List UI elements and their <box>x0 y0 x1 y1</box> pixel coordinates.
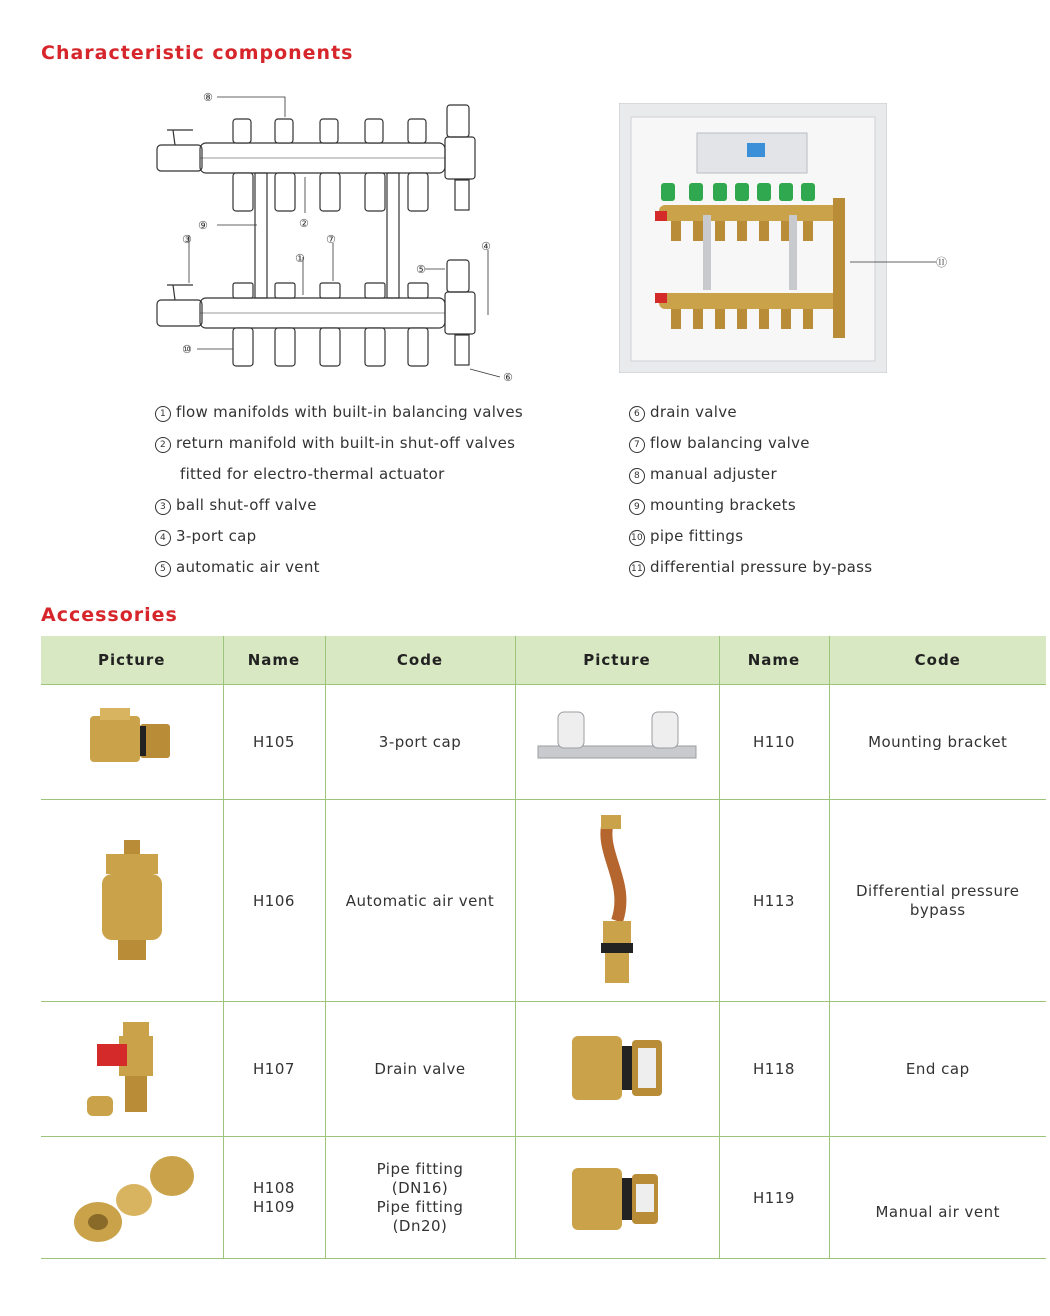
picture-cell <box>41 1137 223 1259</box>
legend-item <box>155 527 256 546</box>
legend-item <box>629 434 810 453</box>
name-cell: H113 <box>719 800 829 1002</box>
code-line: Pipe fitting <box>376 1197 464 1216</box>
legend-item <box>155 496 317 515</box>
callout-6: ⑥ <box>503 371 513 384</box>
callout-10: ⑩ <box>182 343 192 356</box>
name-cell: H105 <box>223 685 325 800</box>
manual-air-vent-icon <box>562 1148 672 1248</box>
air-vent-icon <box>92 836 172 966</box>
header-name: Name <box>719 636 829 685</box>
section-title-accessories: Accessories <box>41 604 178 626</box>
photo-callout <box>850 240 960 280</box>
table-row <box>41 1137 1046 1259</box>
legend-text: fitted for electro-thermal actuator <box>180 465 445 483</box>
callout-4: ④ <box>481 240 491 253</box>
legend-text: flow balancing valve <box>650 434 810 452</box>
callout-5: ⑤ <box>416 263 426 276</box>
picture-cell <box>41 1002 223 1137</box>
name-cell <box>223 1137 325 1259</box>
manifold-diagram <box>145 85 530 390</box>
drain-valve-icon <box>77 1014 187 1124</box>
section-title-characteristic: Characteristic components <box>41 42 354 64</box>
code-cell: Manual air vent <box>829 1137 1046 1259</box>
code-cell: Drain valve <box>325 1002 515 1137</box>
table-row <box>41 1002 1046 1137</box>
legend-text: automatic air vent <box>176 558 320 576</box>
legend-text: 3-port cap <box>176 527 257 545</box>
legend-number: 11 <box>629 561 645 577</box>
code-cell <box>829 800 1046 1002</box>
legend-number: 5 <box>155 561 171 577</box>
code-line: Pipe fitting <box>376 1159 464 1178</box>
code-line: Differential pressure <box>855 881 1020 900</box>
picture-cell <box>515 1137 719 1259</box>
legend-item <box>629 496 796 515</box>
legend-number: 10 <box>629 530 645 546</box>
callout-8: ⑧ <box>203 91 213 104</box>
picture-cell <box>515 1002 719 1137</box>
code-line: (DN16) <box>391 1178 449 1197</box>
code-cell: Mounting bracket <box>829 685 1046 800</box>
legend-number: 1 <box>155 406 171 422</box>
picture-cell <box>515 800 719 1002</box>
legend-text: drain valve <box>650 403 737 421</box>
brass-tee-icon <box>82 702 182 782</box>
legend-item <box>155 558 320 577</box>
manifold-cabinet-photo <box>619 103 887 373</box>
legend-number: 4 <box>155 530 171 546</box>
legend-text: return manifold with built-in shut-off valves <box>176 434 516 452</box>
legend-item <box>155 465 445 483</box>
name-cell: H118 <box>719 1002 829 1137</box>
picture-cell <box>41 685 223 800</box>
accessories-table <box>41 636 1046 1259</box>
header-code: Code <box>829 636 1046 685</box>
pipe-fitting-icon <box>62 1148 202 1248</box>
code-cell <box>325 1137 515 1259</box>
legend-number: 2 <box>155 437 171 453</box>
header-code: Code <box>325 636 515 685</box>
table-header-row <box>41 636 1046 685</box>
end-cap-icon <box>562 1014 672 1124</box>
legend-left <box>155 403 575 593</box>
name-line: H109 <box>253 1197 295 1216</box>
code-line: bypass <box>909 900 966 919</box>
legend-text: mounting brackets <box>650 496 796 514</box>
callout-3: ③ <box>182 233 192 246</box>
table-row <box>41 800 1046 1002</box>
legend-item <box>155 403 523 422</box>
callout-1: ① <box>295 252 305 265</box>
code-line: (Dn20) <box>392 1216 448 1235</box>
bypass-pipe-icon <box>587 811 647 991</box>
legend-text: ball shut-off valve <box>176 496 317 514</box>
name-line: H108 <box>253 1178 295 1197</box>
header-picture: Picture <box>515 636 719 685</box>
legend-item <box>629 465 777 484</box>
legend-text: flow manifolds with built-in balancing valves <box>176 403 524 421</box>
name-cell: H110 <box>719 685 829 800</box>
bracket-icon <box>532 702 702 782</box>
name-cell: H106 <box>223 800 325 1002</box>
legend-item <box>155 434 515 453</box>
header-name: Name <box>223 636 325 685</box>
legend-text: manual adjuster <box>650 465 777 483</box>
callout-7: ⑦ <box>326 233 336 246</box>
legend-number: 7 <box>629 437 645 453</box>
legend-text: differential pressure by-pass <box>650 558 873 576</box>
legend-number: 9 <box>629 499 645 515</box>
code-cell: 3-port cap <box>325 685 515 800</box>
name-cell: H107 <box>223 1002 325 1137</box>
code-cell: End cap <box>829 1002 1046 1137</box>
picture-cell <box>515 685 719 800</box>
header-picture: Picture <box>41 636 223 685</box>
code-cell: Automatic air vent <box>325 800 515 1002</box>
legend-number: 6 <box>629 406 645 422</box>
legend-number: 3 <box>155 499 171 515</box>
picture-cell <box>41 800 223 1002</box>
legend-right <box>629 403 929 593</box>
legend-item <box>629 527 743 546</box>
legend-text: pipe fittings <box>650 527 744 545</box>
table-row <box>41 685 1046 800</box>
name-cell: H119 <box>719 1137 829 1259</box>
callout-2: ② <box>299 217 309 230</box>
legend-number: 8 <box>629 468 645 484</box>
legend-item <box>629 558 872 577</box>
callout-11: ⑪ <box>936 256 947 269</box>
legend-item <box>629 403 737 422</box>
callout-9: ⑨ <box>198 219 208 232</box>
